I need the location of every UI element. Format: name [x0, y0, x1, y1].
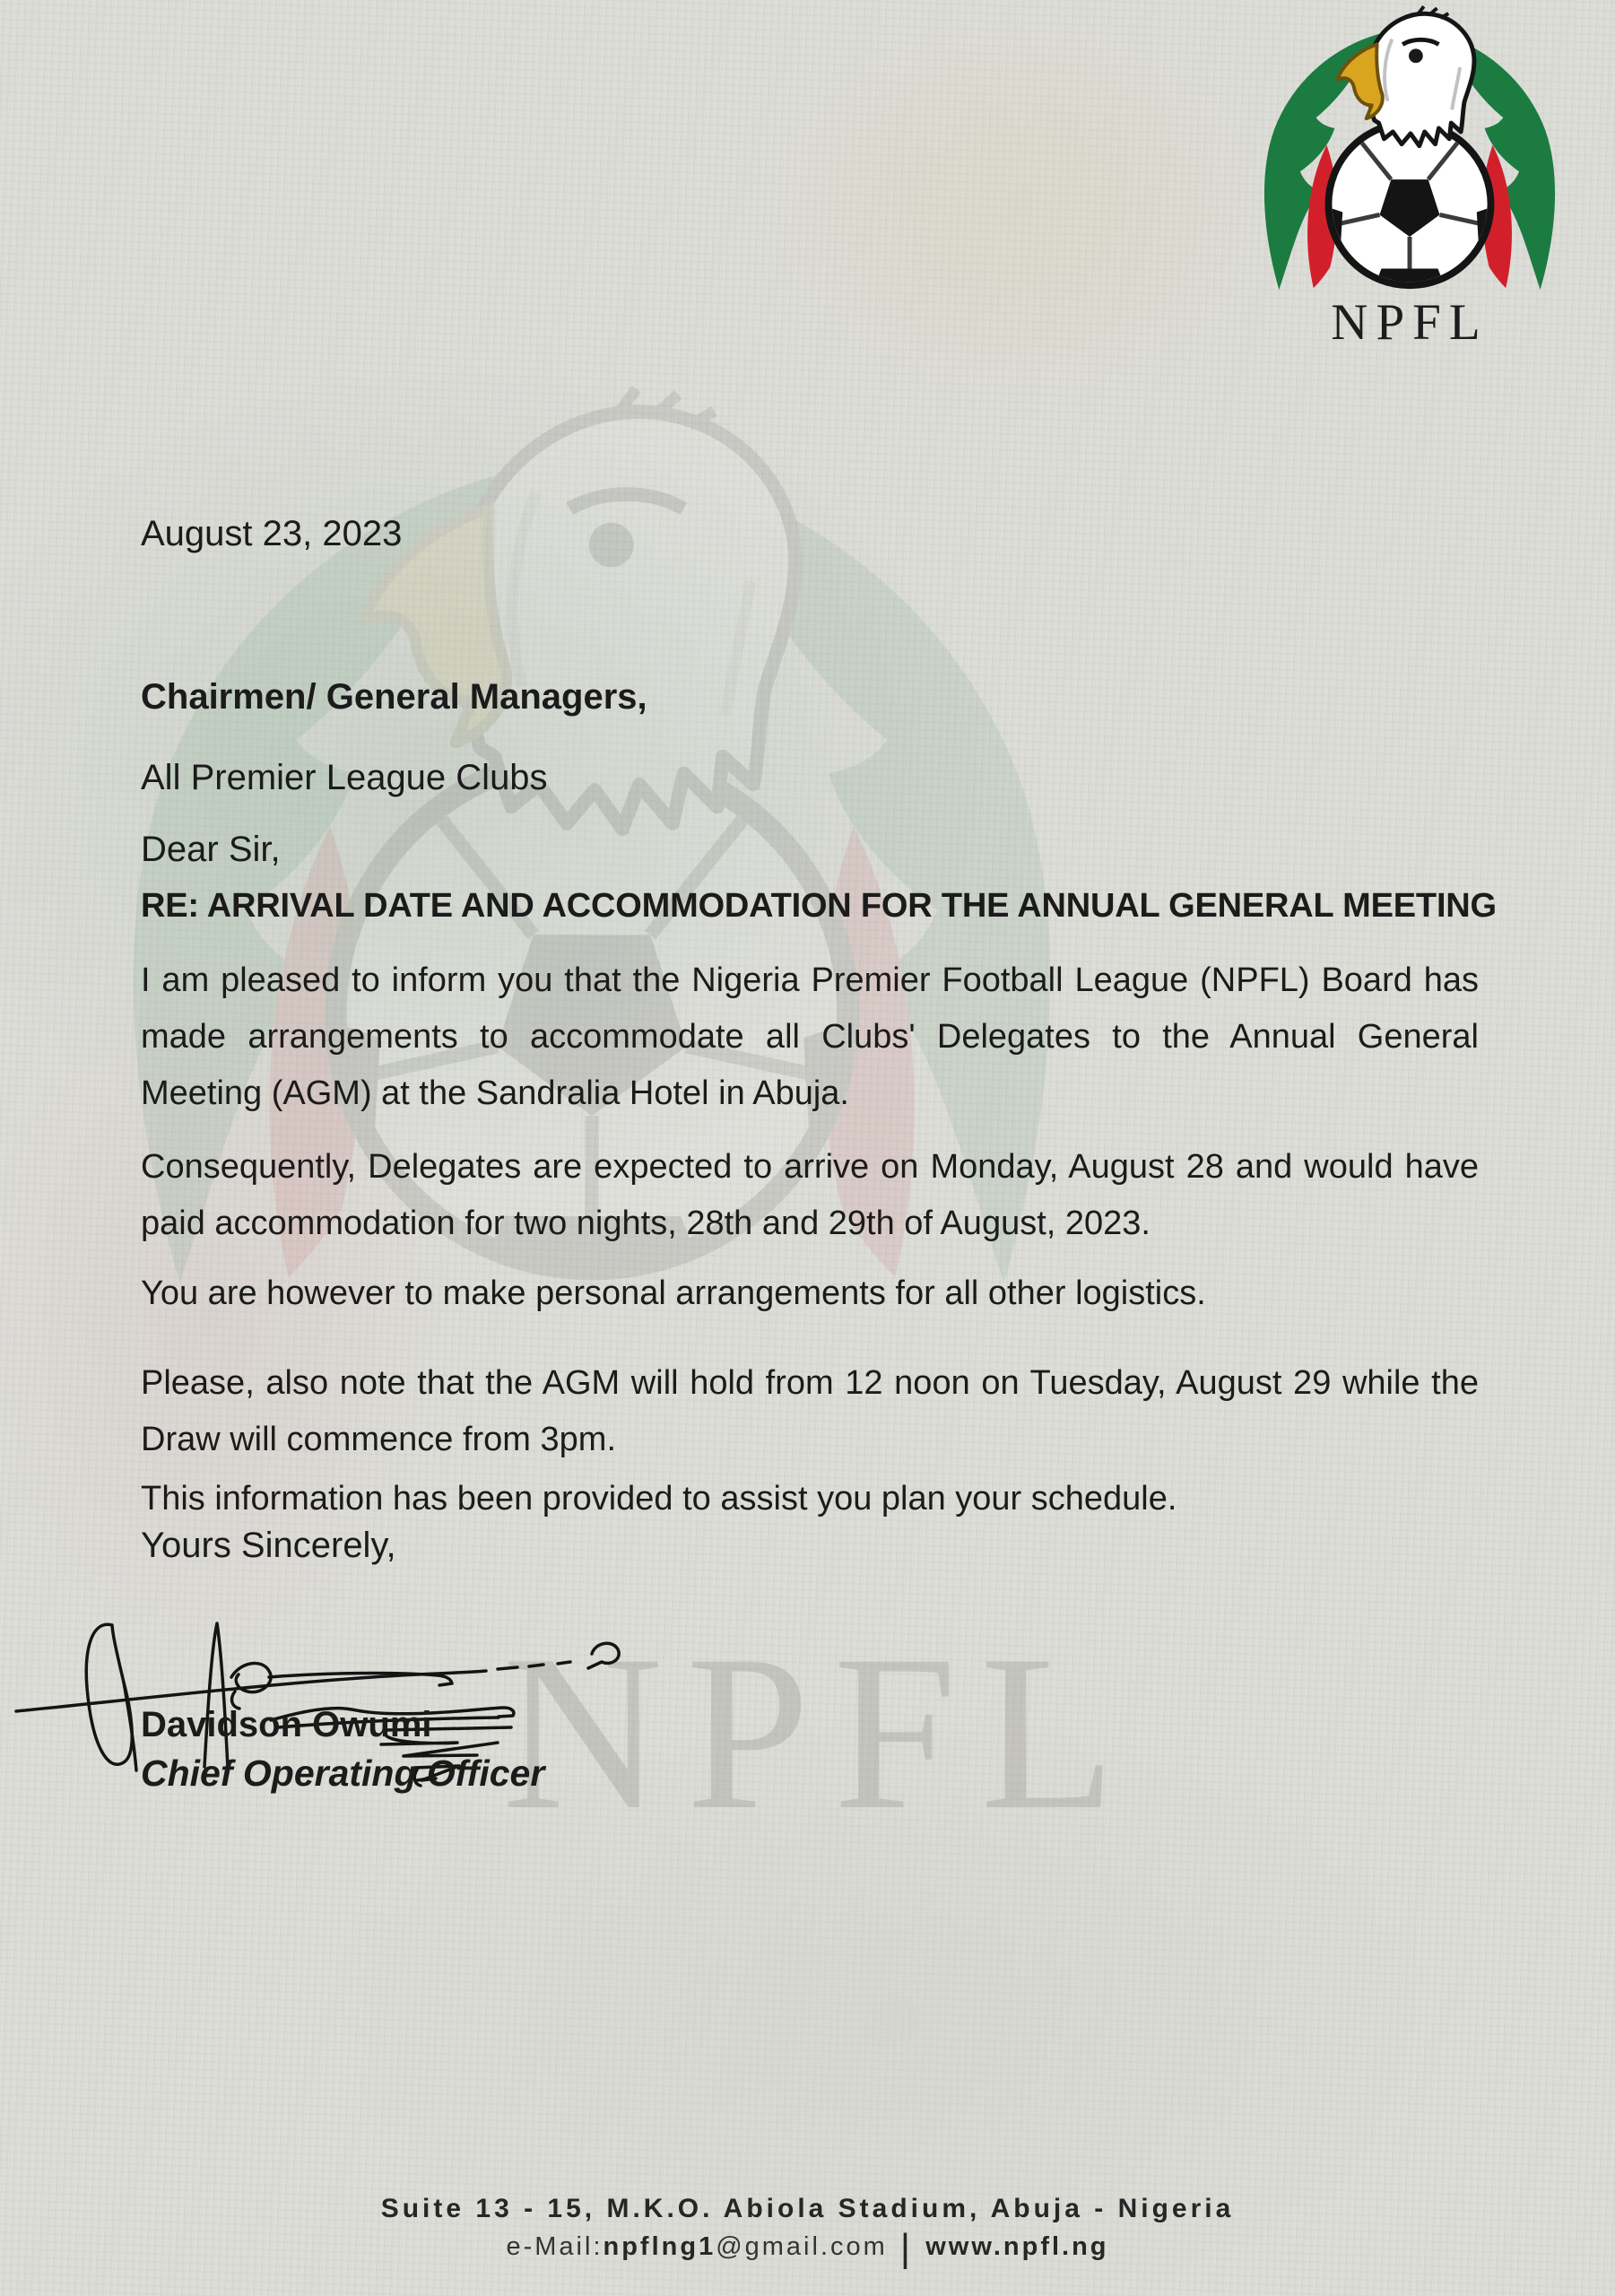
signer-title: Chief Operating Officer	[141, 1752, 545, 1794]
subject-line: RE: ARRIVAL DATE AND ACCOMMODATION FOR THE ANNUAL GENERAL MEETING	[141, 887, 1497, 925]
footer-address: Suite 13 - 15, M.K.O. Abiola Stadium, Abuja - Nigeria	[380, 2194, 1235, 2223]
footer-contact: e-Mail:npflng1@gmail.com | www.npfl.ng	[506, 2226, 1109, 2270]
closing-line: Yours Sincerely,	[141, 1526, 396, 1565]
recipient-line-1: Chairmen/ General Managers,	[141, 677, 647, 717]
email-user: npflng1	[603, 2232, 716, 2261]
email-label: e-Mail:	[506, 2232, 603, 2261]
signer-name: Davidson Owumi	[141, 1705, 432, 1744]
body-paragraph-1: I am pleased to inform you that the Nigeria Premier Football League (NPFL) Board has made arrangements to accommodate all Clubs' Delegates to the Annual General Meeting (AGM) at the Sandralia Hotel in Abuja.	[141, 961, 1479, 1112]
letter-date: August 23, 2023	[141, 514, 403, 553]
npfl-logo	[1242, 5, 1577, 352]
npfl-text-watermark: NPFL	[502, 1609, 1140, 1856]
salutation: Dear Sir,	[141, 830, 281, 869]
body-paragraph-3: You are however to make personal arrangements for all other logistics.	[141, 1274, 1206, 1312]
npfl-logo-text: NPFL	[1331, 294, 1489, 351]
npfl-crest-graphic	[1242, 5, 1577, 306]
recipient-line-2: All Premier League Clubs	[141, 758, 548, 797]
website-url: www.npfl.ng	[925, 2232, 1109, 2261]
email-domain: @gmail.com	[716, 2232, 888, 2261]
letter-footer	[0, 2194, 1615, 2270]
body-paragraph-2: Consequently, Delegates are expected to arrive on Monday, August 28 and would have paid accommodation for two nights, 28th and 29th of August, 2023.	[141, 1148, 1479, 1242]
body-paragraph-5: This information has been provided to assist you plan your schedule.	[141, 1480, 1177, 1518]
body-paragraph-4: Please, also note that the AGM will hold from 12 noon on Tuesday, August 29 while the Draw will commence from 3pm.	[141, 1364, 1479, 1458]
